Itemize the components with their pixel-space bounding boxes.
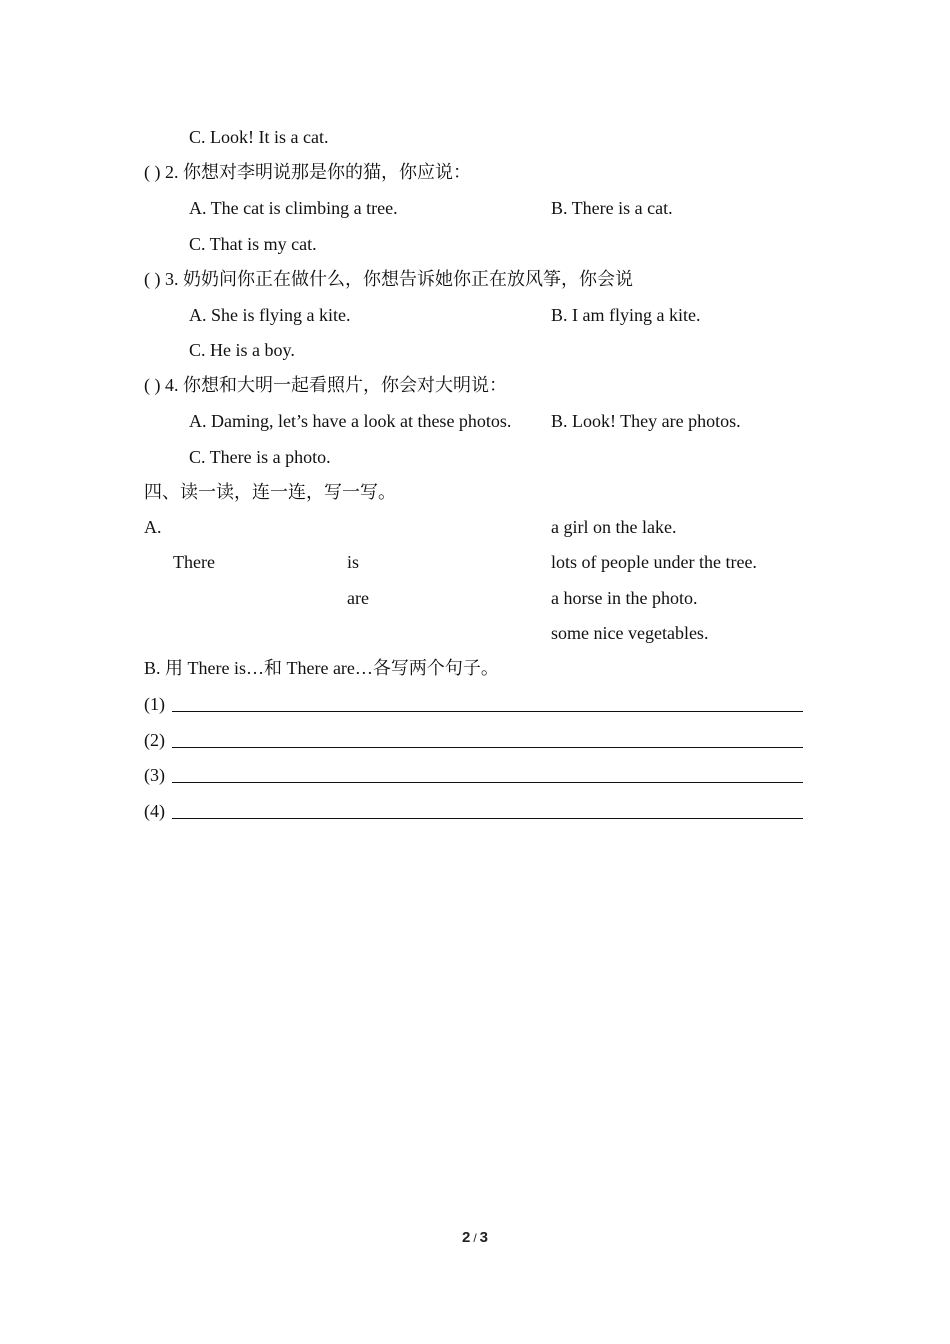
current-page: 2 bbox=[461, 1229, 471, 1246]
match-phrase: lots of people under the tree. bbox=[551, 552, 757, 572]
q4-option-b: B. Look! They are photos. bbox=[551, 411, 741, 431]
q3-option-b: B. I am flying a kite. bbox=[551, 305, 701, 325]
q1-option-c: C. Look! It is a cat. bbox=[189, 127, 329, 147]
answer-line[interactable] bbox=[172, 711, 803, 712]
answer-number: (1) bbox=[144, 694, 165, 714]
answer-line[interactable] bbox=[172, 818, 803, 819]
q2-option-c: C. That is my cat. bbox=[189, 234, 317, 254]
match-phrase: some nice vegetables. bbox=[551, 623, 709, 643]
q3-option-c: C. He is a boy. bbox=[189, 340, 295, 360]
match-phrase: a horse in the photo. bbox=[551, 588, 698, 608]
part-b-instruction: B. 用 There is…和 There are…各写两个句子。 bbox=[144, 658, 499, 678]
q2-option-a: A. The cat is climbing a tree. bbox=[189, 198, 398, 218]
part-a-label: A. bbox=[144, 517, 162, 537]
q3-option-a: A. She is flying a kite. bbox=[189, 305, 351, 325]
answer-line[interactable] bbox=[172, 782, 803, 783]
answer-number: (4) bbox=[144, 801, 165, 821]
page-number bbox=[0, 1229, 950, 1246]
match-subject: There bbox=[173, 552, 215, 572]
q4-option-c: C. There is a photo. bbox=[189, 447, 331, 467]
match-verb: are bbox=[347, 588, 369, 608]
answer-line[interactable] bbox=[172, 747, 803, 748]
q2-option-b: B. There is a cat. bbox=[551, 198, 673, 218]
q3-stem: ( ) 3. 奶奶问你正在做什么，你想告诉她你正在放风筝，你会说 bbox=[144, 269, 633, 289]
page-separator: / bbox=[473, 1231, 477, 1245]
total-pages: 3 bbox=[479, 1229, 489, 1246]
section4-heading: 四、读一读，连一连，写一写。 bbox=[144, 482, 396, 502]
match-verb: is bbox=[347, 552, 360, 572]
q4-option-a: A. Daming, let’s have a look at these photos. bbox=[189, 411, 512, 431]
q4-stem: ( ) 4. 你想和大明一起看照片，你会对大明说： bbox=[144, 375, 507, 395]
match-phrase: a girl on the lake. bbox=[551, 517, 677, 537]
answer-number: (3) bbox=[144, 765, 165, 785]
q2-stem: ( ) 2. 你想对李明说那是你的猫，你应说： bbox=[144, 162, 471, 182]
answer-number: (2) bbox=[144, 730, 165, 750]
